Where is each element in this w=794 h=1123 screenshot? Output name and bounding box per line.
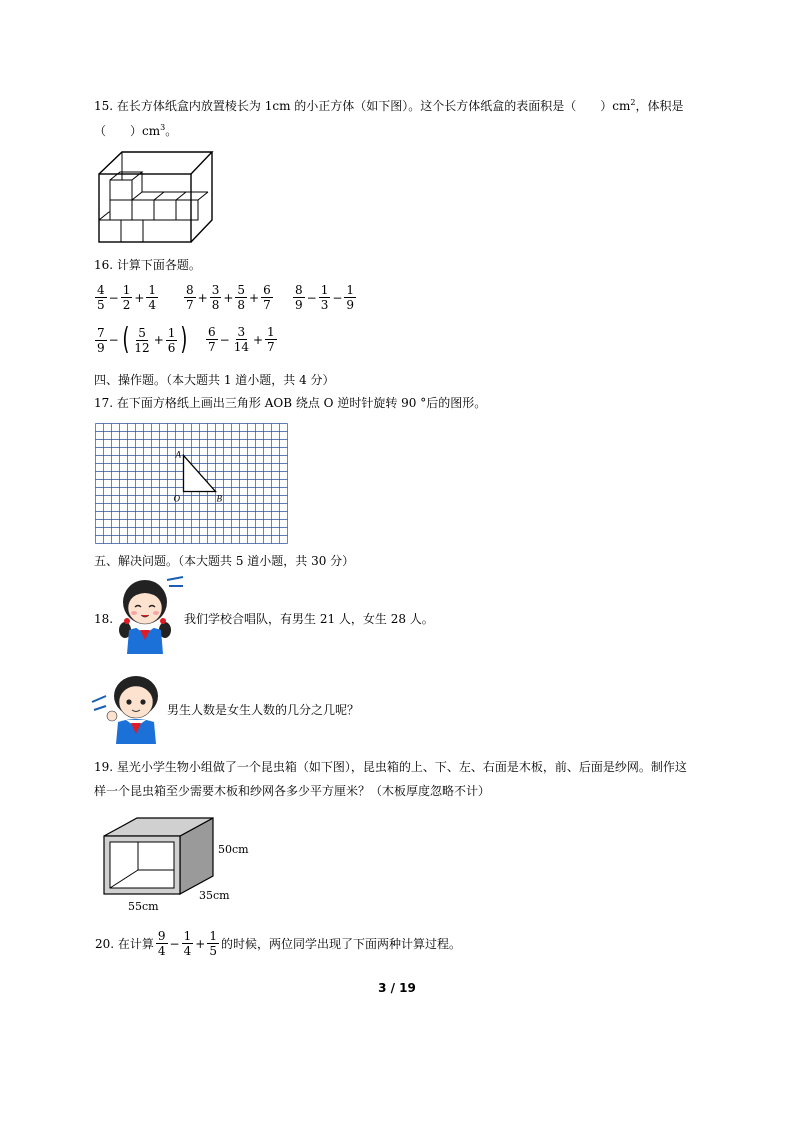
q18-number: 18. (94, 612, 114, 626)
q16-expr-3: $\frac{8}{9}$ − $\frac{1}{3}$ − $\frac{1}{9}$ (295, 283, 355, 312)
triangle-vertex-label: B (216, 493, 222, 504)
q16-expr-1: $\frac{4}{5}$ − $\frac{1}{2}$ + $\frac{1}{4}$ (97, 283, 157, 312)
q16-title: 16. 计算下面各题。 (94, 258, 201, 272)
q19-line1: 19. 星光小学生物小组做了一个昆虫箱（如下图），昆虫箱的上、下、左、右面是木板，前、后面是纱网。制作这 (94, 760, 687, 774)
q18-boy-speech: 男生人数是女生人数的几分之几呢？ (167, 703, 360, 717)
dim-length-label: 55cm (128, 900, 159, 913)
q17-text: 17. 在下面方格纸上画出三角形 AOB 绕点 O 逆时针旋转 90 °后的图形。 (94, 396, 487, 410)
q20-line: 20. 在计算 $\frac{9}{4}$ − $\frac{1}{4}$ + $\frac{1}{5}$ 的时候，两位同学出现了下面两种计算过程。 (95, 929, 461, 958)
page-number: 3 / 19 (378, 981, 416, 995)
insect-box-figure (100, 814, 270, 914)
section-5-heading: 五、解决问题。（本大题共 5 道小题，共 30 分） (94, 554, 355, 568)
section-4-heading: 四、操作题。（本大题共 1 道小题，共 4 分） (94, 373, 335, 387)
q15-line1: 15. 在长方体纸盒内放置棱长为 1cm 的小正方体（如下图）。这个长方体纸盒的表面积是（ ）$cm^2$，体积是 (94, 98, 684, 113)
dim-height-label: 50cm (218, 843, 249, 856)
grid-paper (94, 422, 290, 544)
triangle-vertex-label: A (175, 449, 181, 460)
cuboid-box-figure (96, 150, 216, 245)
boy-illustration (90, 672, 170, 744)
triangle-vertex-label: O (173, 493, 180, 504)
q18-girl-speech: 我们学校合唱队，有男生 21 人，女生 28 人。 (184, 612, 434, 626)
dim-depth-label: 35cm (199, 889, 230, 902)
q19-line2: 样一个昆虫箱至少需要木板和纱网各多少平方厘米？（木板厚度忽略不计） (94, 784, 491, 798)
q15-line2: （ ）$cm^3$。 (94, 123, 178, 138)
girl-illustration (113, 574, 188, 654)
q16-expr-5: $\frac{6}{7}$ − $\frac{3}{14}$ + $\frac{1}{7}$ (208, 325, 275, 354)
q16-expr-2: $\frac{8}{7}$ + $\frac{3}{8}$ + $\frac{5}{8}$ + $\frac{6}{7}$ (186, 283, 271, 312)
q16-expr-4: $\frac{7}{9}$ − ( $\frac{5}{12}$ + $\frac{1}{6}$ ) (97, 322, 188, 357)
